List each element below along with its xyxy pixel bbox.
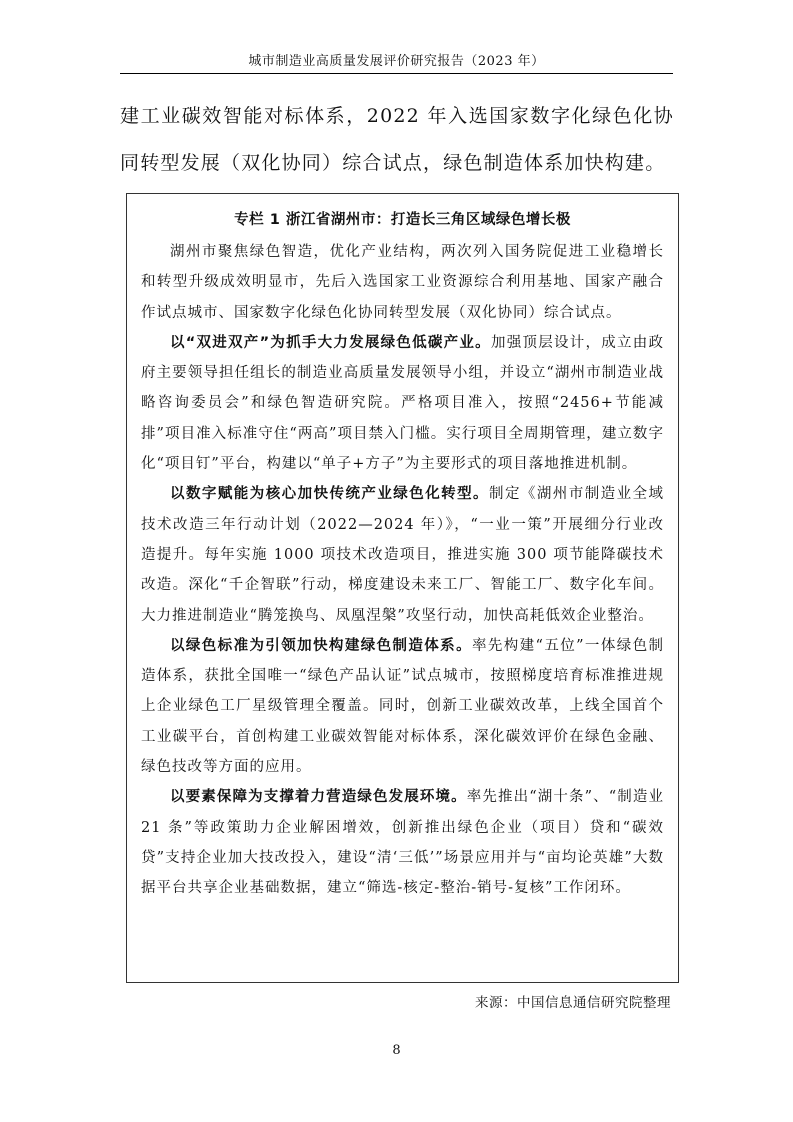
paragraph-lead: 以要素保障为支撑着力营造绿色发展环境。 — [170, 789, 467, 806]
box-paragraph-4 — [141, 631, 664, 782]
feature-box — [126, 193, 679, 983]
box-paragraph-3 — [141, 479, 664, 630]
box-paragraph-2 — [141, 328, 664, 479]
intro-paragraph — [120, 93, 674, 187]
paragraph-text: 率先构建“五位”一体绿色制造体系，获批全国唯一“绿色产品认证”试点城市，按照梯度培育标准推进规上企业绿色工厂星级管理全覆盖。同时，创新工业碳效改革，上线全国首个工业碳平台，首创构建工业碳效智能对标体系，深化碳效评价在绿色金融、绿色技改等方面的应用。 — [141, 637, 665, 776]
header-divider — [120, 73, 673, 74]
box-paragraph-5 — [141, 782, 664, 903]
paragraph-text: 湖州市聚焦绿色智造，优化产业结构，两次列入国务院促进工业稳增长和转型升级成效明显市，先后入选国家工业资源综合利用基地、国家产融合作试点城市、国家数字化绿色化协同转型发展（双化协同）综合试点。 — [141, 244, 664, 321]
paragraph-lead: 以绿色标准为引领加快构建绿色制造体系。 — [170, 637, 472, 654]
page-number: 8 — [392, 1043, 401, 1058]
running-header: 城市制造业高质量发展评价研究报告（2023 年） — [248, 54, 545, 69]
paragraph-text: 制定《湖州市制造业全域技术改造三年行动计划（2022—2024 年）》，“一业一策”开展细分行业改造提升。每年实施 1000 项技术改造项目，推进实施 300 项节能降碳技术改造。深化“千企智联”行动，梯度建设未来工厂、智能工厂、数字化车间。大力推进制造业“腾笼换鸟、凤凰涅槃”攻坚行动，加快高耗低效企业整治。 — [141, 486, 664, 624]
paragraph-lead: 以数字赋能为核心加快传统产业绿色化转型。 — [170, 486, 489, 503]
box-paragraph-1 — [141, 237, 664, 328]
paragraph-text: 率先推出“湖十条”、“制造业 21 条”等政策助力企业解困增效，创新推出绿色企业（项目）贷和“碳效贷”支持企业加大技改投入，建设“清‘三低’”场景应用并与“亩均论英雄”大数据平台共享企业基础数据，建立“筛选-核定-整治-销号-复核”工作闭环。 — [141, 789, 664, 897]
box-title: 专栏 1 浙江省湖州市：打造长三角区域绿色增长极 — [234, 212, 571, 228]
paragraph-lead: 以“双进双产”为抓手大力发展绿色低碳产业。 — [170, 334, 491, 351]
paragraph-text: 加强顶层设计，成立由政府主要领导担任组长的制造业高质量发展领导小组，并设立“湖州市制造业战略咨询委员会”和绿色智造研究院。严格项目准入，按照“2456+节能减排”项目准入标准守住“两高”项目禁入门槛。实行项目全周期管理，建立数字化“项目钉”平台，构建以“单子+方子”为主要形式的项目落地推进机制。 — [141, 334, 664, 473]
intro-text: 建工业碳效智能对标体系，2022 年入选国家数字化绿色化协同转型发展（双化协同）综合试点，绿色制造体系加快构建。 — [120, 105, 674, 174]
source-note: 来源：中国信息通信研究院整理 — [475, 995, 671, 1011]
